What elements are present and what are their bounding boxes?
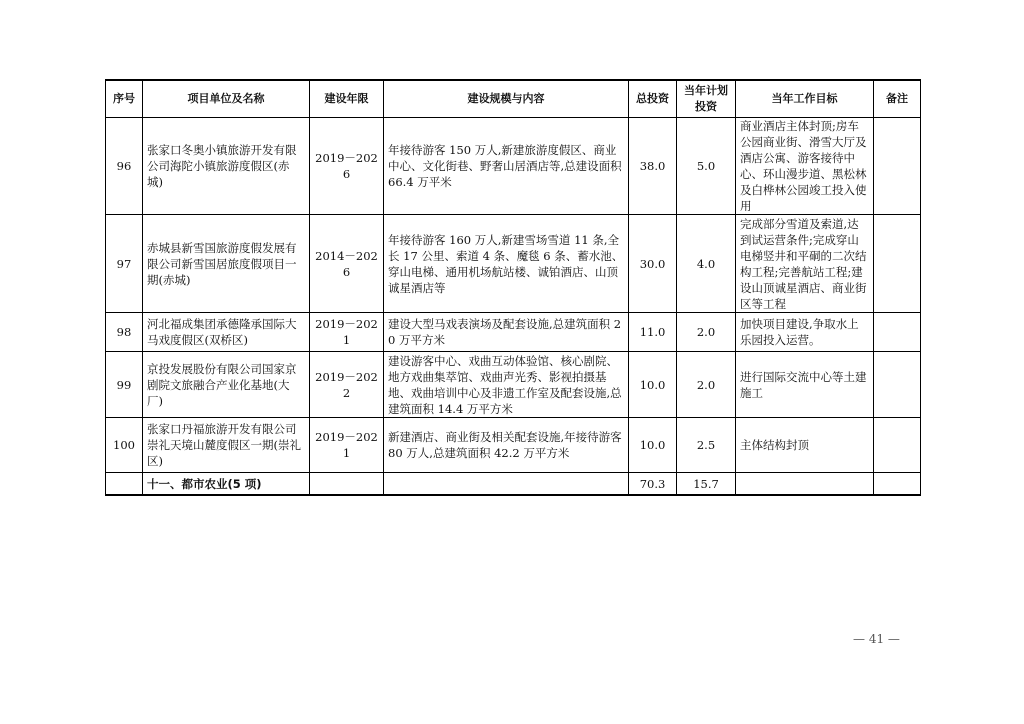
- cell-name: 张家口冬奥小镇旅游开发有限公司海陀小镇旅游度假区(赤城): [143, 118, 310, 215]
- cell-scale: 建设大型马戏表演场及配套设施,总建筑面积 20 万平方米: [384, 313, 629, 352]
- cell-total: 30.0: [629, 215, 677, 313]
- cell-note: [874, 418, 921, 473]
- cell-note: [874, 215, 921, 313]
- section-subtotal-row: [106, 473, 921, 496]
- cell-years: 2014－2026: [310, 215, 384, 313]
- cell-name: 京投发展股份有限公司国家京剧院文旅融合产业化基地(大厂): [143, 352, 310, 418]
- table-row: [106, 118, 921, 215]
- header-cell-total: 总投资: [629, 80, 677, 118]
- header-row: [106, 80, 921, 118]
- cell-note: [874, 352, 921, 418]
- table-row: [106, 313, 921, 352]
- cell-note: [874, 313, 921, 352]
- cell-goal: 进行国际交流中心等土建施工: [736, 352, 874, 418]
- cell-goal: [736, 473, 874, 496]
- project-table: [105, 79, 921, 496]
- cell-total: 38.0: [629, 118, 677, 215]
- cell-note: [874, 473, 921, 496]
- header-cell-years: 建设年限: [310, 80, 384, 118]
- cell-name: 河北福成集团承德隆承国际大马戏度假区(双桥区): [143, 313, 310, 352]
- cell-total: 11.0: [629, 313, 677, 352]
- cell-scale: [384, 473, 629, 496]
- header-cell-goal: 当年工作目标: [736, 80, 874, 118]
- cell-note: [874, 118, 921, 215]
- cell-no: 100: [106, 418, 143, 473]
- section-annual: 15.7: [677, 473, 736, 496]
- cell-no: 97: [106, 215, 143, 313]
- cell-years: 2019－2021: [310, 418, 384, 473]
- header-cell-no: 序号: [106, 80, 143, 118]
- header-cell-name: 项目单位及名称: [143, 80, 310, 118]
- cell-years: 2019－2026: [310, 118, 384, 215]
- cell-years: [310, 473, 384, 496]
- header-cell-scale: 建设规模与内容: [384, 80, 629, 118]
- cell-goal: 主体结构封顶: [736, 418, 874, 473]
- cell-annual: 5.0: [677, 118, 736, 215]
- cell-scale: 新建酒店、商业街及相关配套设施,年接待游客 80 万人,总建筑面积 42.2 万平方米: [384, 418, 629, 473]
- cell-goal: 商业酒店主体封顶;房车公园商业街、滑雪大厅及酒店公寓、游客接待中心、环山漫步道、黑松林及白桦林公园竣工投入使用: [736, 118, 874, 215]
- cell-goal: 加快项目建设,争取水上乐园投入运营。: [736, 313, 874, 352]
- table-row: [106, 215, 921, 313]
- page-number: — 41 —: [853, 632, 900, 646]
- cell-years: 2019－2022: [310, 352, 384, 418]
- cell-scale: 建设游客中心、戏曲互动体验馆、核心剧院、地方戏曲集萃馆、戏曲声光秀、影视拍摄基地、戏曲培训中心及非遗工作室及配套设施,总建筑面积 14.4 万平方米: [384, 352, 629, 418]
- header-cell-note: 备注: [874, 80, 921, 118]
- cell-total: 10.0: [629, 418, 677, 473]
- table-row: [106, 418, 921, 473]
- table-row: [106, 352, 921, 418]
- cell-annual: 2.0: [677, 313, 736, 352]
- cell-annual: 2.0: [677, 352, 736, 418]
- section-total: 70.3: [629, 473, 677, 496]
- cell-annual: 4.0: [677, 215, 736, 313]
- cell-no: 96: [106, 118, 143, 215]
- cell-no: 98: [106, 313, 143, 352]
- cell-name: 赤城县新雪国旅游度假发展有限公司新雪国居旅度假项目一期(赤城): [143, 215, 310, 313]
- section-title: 十一、都市农业(5 项): [143, 473, 310, 496]
- cell-no: 99: [106, 352, 143, 418]
- cell-years: 2019－2021: [310, 313, 384, 352]
- cell-name: 张家口丹福旅游开发有限公司崇礼天境山麓度假区一期(崇礼区): [143, 418, 310, 473]
- cell-total: 10.0: [629, 352, 677, 418]
- cell-goal: 完成部分雪道及索道,达到试运营条件;完成穿山电梯竖井和平硐的二次结构工程;完善航站工程;建设山顶诚星酒店、商业街区等工程: [736, 215, 874, 313]
- cell-scale: 年接待游客 160 万人,新建雪场雪道 11 条,全长 17 公里、索道 4 条、魔毯 6 条、蓄水池、穿山电梯、通用机场航站楼、诚铂酒店、山顶诚星酒店等: [384, 215, 629, 313]
- cell-annual: 2.5: [677, 418, 736, 473]
- cell-scale: 年接待游客 150 万人,新建旅游度假区、商业中心、文化街巷、野奢山居酒店等,总建设面积 66.4 万平米: [384, 118, 629, 215]
- cell-no: [106, 473, 143, 496]
- header-cell-annual: 当年计划投资: [677, 80, 736, 118]
